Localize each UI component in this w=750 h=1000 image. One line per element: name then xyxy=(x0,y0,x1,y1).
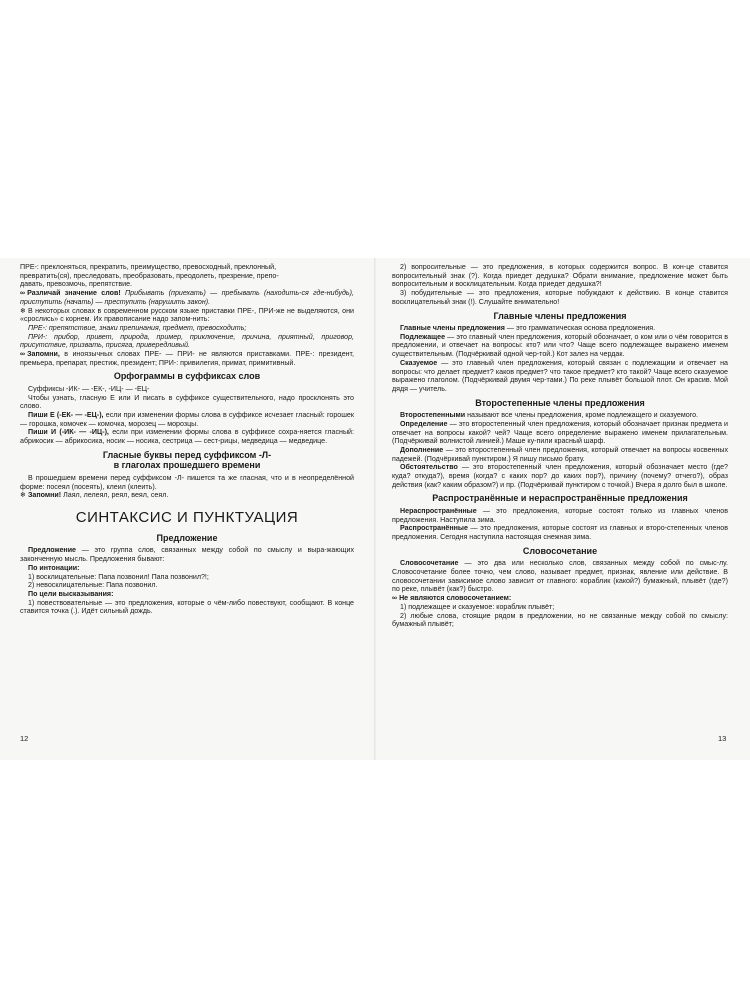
minor-p4: Обстоятельство — это второстепенный член предложения, который обозначает место (где? куда? откуда?), время (когда? с каких пор? до каких пор?), причину (почему? отчего?), образ действия (как? каким образом?) и пр. (Подчёркивай пунктиром с точкой.) Вчера я долго был в школе. xyxy=(392,463,728,489)
snowflake-icon: ❄ xyxy=(20,491,26,500)
note-paragraph: ❄ В некоторых словах в современном русском языке приставки ПРЕ-, ПРИ-же не выделяются, они «срослись» с корнем. Их правописание надо запом-нить: xyxy=(20,306,354,324)
intonation-item-2: 2) невосклицательные: Папа позвонил. xyxy=(28,581,158,590)
vowel-heading-2: в глаголах прошедшего времени xyxy=(113,460,261,471)
suffix-p1: Суффиксы -ИК- — -ЕК-, -ИЦ- — -ЕЦ- xyxy=(28,384,150,393)
imperative-paragraph: 3) побудительные — это предложения, которые побуждают к действию. В конце ставится восклицательный знак (!). Слушайте внимательно! xyxy=(392,289,728,306)
colloc-n2: 2) любые слова, стоящие рядом в предложении, но не связанные между собой по смыслу: бумажный плывёт; xyxy=(392,611,728,629)
colloc-p1: Словосочетание — это два или несколько слов, связанных между собой по смыс-лу. Словосочетание более точно, чем слово, называет предмет, признак, явление или действие. В словосочетании зависимое слово зависит от главного: кораблик (какой?) бумажный, плывёт (где?) по реке, плывёт (как?) быстро. xyxy=(392,559,728,594)
colloc-n1: 1) подлежащее и сказуемое: кораблик плывёт; xyxy=(400,602,555,611)
sentence-definition: Предложение — это группа слов, связанных между собой по смыслу и выра-жающих законченную мысль. Предложения бывают: xyxy=(20,546,354,564)
book-fold xyxy=(374,258,376,760)
minor-members-heading: Второстепенные члены предложения xyxy=(475,397,645,408)
main-p1: Главные члены предложения — это грамматическая основа предложения. xyxy=(400,324,656,333)
vowel-remember: ❄ Запомни! Лаял, лелеял, реял, веял, сеял. xyxy=(20,491,169,500)
vowel-p1: В прошедшем времени перед суффиксом -Л- пишется та же гласная, что и в неопределённой форме: посеял (посеять), клеил (клеить). xyxy=(20,473,354,491)
note-pre-list: ПРЕ-: препятствие, знаки препинания, предмет, превосходить; xyxy=(28,323,247,332)
purpose-item-1: 1) повествовательные — это предложения, которые о чём-либо повествуют, сообщают. В конце ставится точка (.). Идёт сильный дождь. xyxy=(20,598,354,616)
left-page xyxy=(20,263,354,616)
sentence-heading: Предложение xyxy=(156,532,218,543)
by-intonation-label: По интонации: xyxy=(28,563,80,572)
colloc-not-label: ∞ Не являются словосочетанием: xyxy=(392,594,512,603)
distinguish-paragraph: ∞ Различай значение слов! Прибывать (приехать) — пребывать (находить-ся где-нибудь), приступить (начать) — преступить (нарушить закон). xyxy=(20,289,354,306)
infinity-icon: ∞ xyxy=(20,289,26,298)
page-number-right: 13 xyxy=(718,734,727,743)
main-members-heading: Главные члены предложения xyxy=(493,310,627,321)
vowel-heading-1: Гласные буквы перед суффиксом -Л- xyxy=(102,449,272,460)
remember-paragraph: ∞ Запомни, в иноязычных словах ПРЕ- — ПРИ- не являются приставками. ПРЕ-: президент, премьера, препарат, престиж, президент; ПРИ-: привилегия, примат, примитивный. xyxy=(20,350,354,367)
collocation-heading: Словосочетание xyxy=(522,545,598,556)
by-purpose-label: По цели высказывания: xyxy=(28,589,114,598)
intro-line-3: давать, превозмочь, препятствие. xyxy=(20,280,133,289)
section-title: СИНТАКСИС И ПУНКТУАЦИЯ xyxy=(75,508,299,526)
suffix-heading: Орфограммы в суффиксах слов xyxy=(113,371,261,382)
infinity-icon: ∞ xyxy=(20,350,26,359)
minor-p2: Определение — это второстепенный член предложения, который обозначает признак предмета и отвечает на вопросы какой? чей? Чаще всего определение выражено именем прилагательным. (Подчёркивай волнистой линией.) Маше ку-пили красный шарф. xyxy=(392,419,728,446)
note-pri-list: ПРИ-: прибор, привет, природа, пример, приключение, причина, приятный, приговор, присутствие, призвать, присяга, привередливый. xyxy=(20,332,354,350)
main-p3: Сказуемое — это главный член предложения, который связан с подлежащим и отвечает на вопросы: что делает предмет? каков предмет? что такое предмет? кто такой? Чаще всего сказуемое выражено глаголом. (Подчёркивай двумя чер-тами.) По реке плывёт большой плот. Он красив. Мой дядя — учитель. xyxy=(392,358,728,393)
ext-p1: Нераспространённые — это предложения, которые состоят только из главных членов предложения. Наступила зима. xyxy=(392,506,728,524)
minor-p1: Второстепенными называют все члены предложения, кроме подлежащего и сказуемого. xyxy=(400,411,699,420)
infinity-icon: ∞ xyxy=(392,594,398,603)
intro-line-2: превратить(ся), преследовать, преобразовать, преодолеть, презрение, препо- xyxy=(20,271,279,280)
page-number-left: 12 xyxy=(20,734,29,743)
right-page xyxy=(392,263,728,629)
suffix-p2: Чтобы узнать, гласную Е или И писать в суффиксе существительного, надо просклонять это слово. xyxy=(20,393,354,411)
suffix-p3: Пиши Е (-ЕК- — -ЕЦ-), если при изменении формы слова в суффиксе исчезает гласный: горошек — горошка, комочек — комочка, морозец — морозцы. xyxy=(20,411,354,428)
intro-line-1: ПРЕ-: преклоняться, прекратить, преимущество, превосходный, преклонный, xyxy=(20,263,277,271)
snowflake-icon: ❄ xyxy=(20,306,26,315)
main-p2: Подлежащее — это главный член предложения, который обозначает, о ком или о чём говорится в предложении, и отвечает на вопросы: кто? или что? Чаще всего подлежащее выражено именем существительным. (Подчёркивай одной чер-той.) Кот залез на чердак. xyxy=(392,332,728,359)
ext-p2: Распространённые — это предложения, которые состоят из главных и второ-степенных членов предложения. Сегодня наступила настоящая снежная зима. xyxy=(392,524,728,542)
intonation-item-1: 1) восклицательные: Папа позвонил! Папа позвонил?!; xyxy=(28,572,209,581)
minor-p3: Дополнение — это второстепенный член предложения, который отвечает на вопросы косвенных падежей. (Подчёркивай пунктиром.) Я пишу письмо брату. xyxy=(392,445,728,463)
extended-heading: Распространённые и нераспространённые предложения xyxy=(432,493,688,504)
interrogative-paragraph: 2) вопросительные — это предложения, в которых содержится вопрос. В кон-це ставится вопросительный знак (?). Когда приедет дедушка? Обрати внимание, предложение может быть вопросительным и восклицательным. Когда приедет дедушка?! xyxy=(392,263,728,289)
suffix-p4: Пиши И (-ИК- — -ИЦ-), если при изменении формы слова в суффиксе сохра-няется гласный: абрикосик — абрикосика, носик — носика, сестрица — сест-рицы, медведица — медведице. xyxy=(20,428,354,446)
